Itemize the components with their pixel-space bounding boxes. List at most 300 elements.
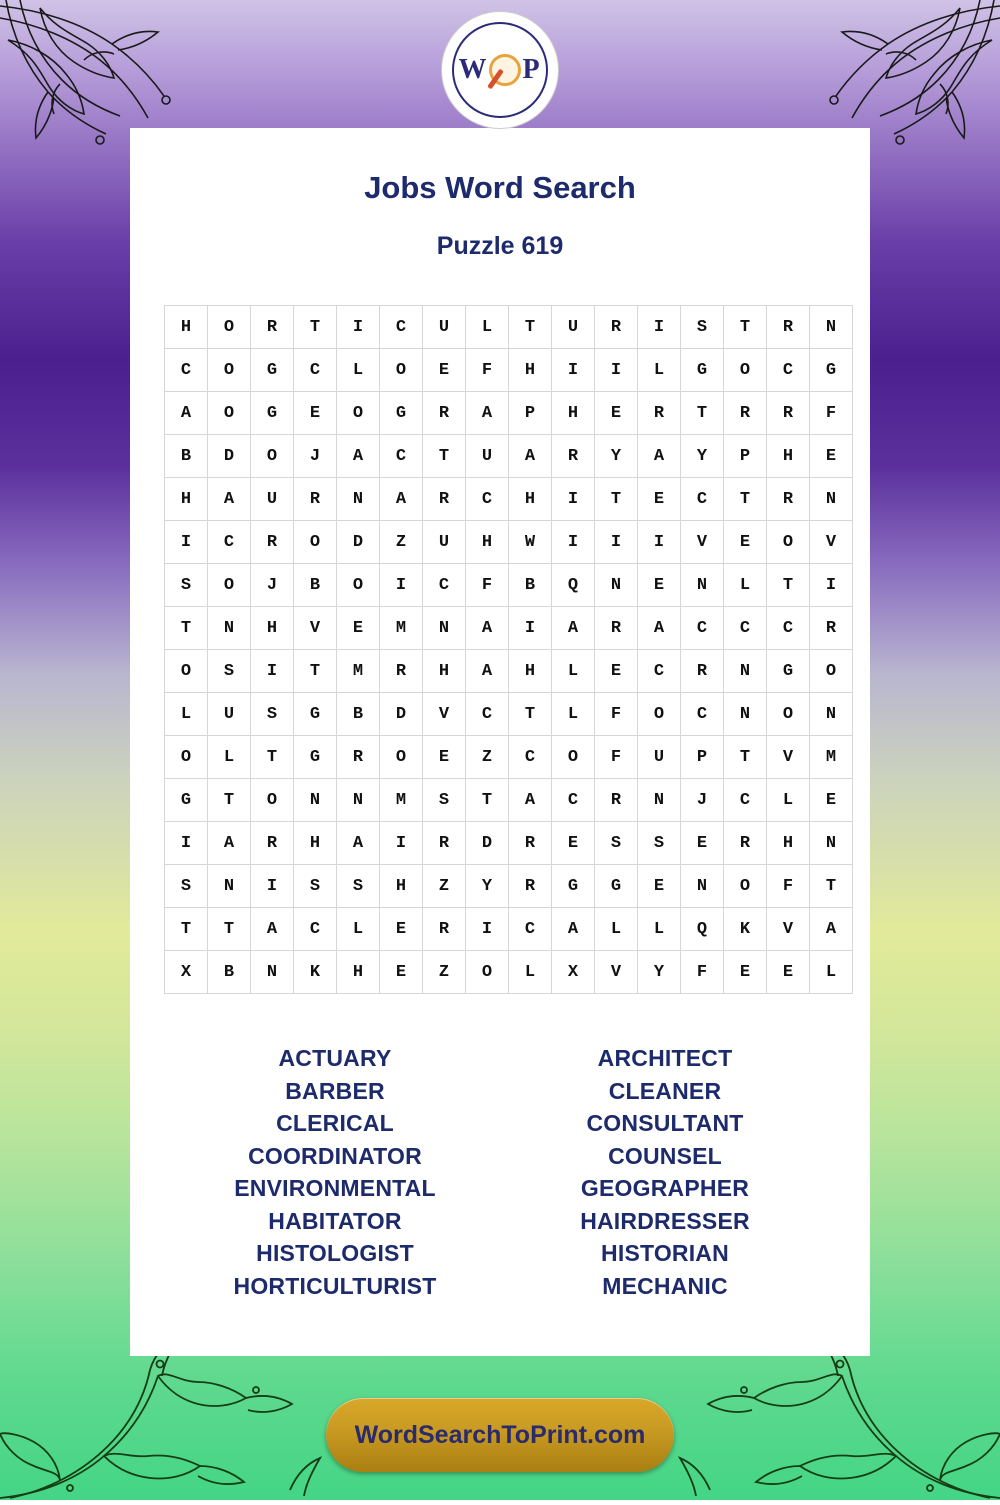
grid-cell[interactable]: A (380, 478, 423, 521)
grid-cell[interactable]: O (810, 650, 853, 693)
grid-cell[interactable]: O (337, 564, 380, 607)
grid-cell[interactable]: O (165, 736, 208, 779)
grid-cell[interactable]: H (466, 521, 509, 564)
grid-cell[interactable]: X (165, 951, 208, 994)
grid-cell[interactable]: I (165, 822, 208, 865)
grid-cell[interactable]: A (165, 392, 208, 435)
grid-cell[interactable]: N (724, 693, 767, 736)
grid-cell[interactable]: E (595, 392, 638, 435)
grid-cell[interactable]: S (165, 564, 208, 607)
grid-cell[interactable]: M (380, 779, 423, 822)
grid-cell[interactable]: A (509, 779, 552, 822)
grid-row (165, 607, 853, 650)
grid-cell[interactable]: A (337, 822, 380, 865)
grid-cell[interactable]: N (251, 951, 294, 994)
grid-cell[interactable]: U (466, 435, 509, 478)
grid-cell[interactable]: E (595, 650, 638, 693)
grid-cell[interactable]: L (165, 693, 208, 736)
grid-cell[interactable]: T (681, 392, 724, 435)
grid-cell[interactable]: S (208, 650, 251, 693)
grid-cell[interactable]: C (509, 736, 552, 779)
page-title: Jobs Word Search (364, 170, 636, 205)
grid-row (165, 822, 853, 865)
grid-cell[interactable]: O (724, 865, 767, 908)
grid-cell[interactable]: I (810, 564, 853, 607)
grid-cell[interactable]: G (251, 392, 294, 435)
grid-cell[interactable]: G (294, 693, 337, 736)
grid-cell[interactable]: C (552, 779, 595, 822)
grid-cell[interactable]: F (466, 349, 509, 392)
grid-cell[interactable]: I (380, 564, 423, 607)
word-list-item: HISTORIAN (601, 1240, 729, 1266)
grid-cell[interactable]: B (337, 693, 380, 736)
grid-cell[interactable]: S (337, 865, 380, 908)
grid-cell[interactable]: V (681, 521, 724, 564)
grid-cell[interactable]: S (681, 306, 724, 349)
grid-cell[interactable]: N (810, 693, 853, 736)
grid-cell[interactable]: T (724, 306, 767, 349)
grid-cell[interactable]: P (724, 435, 767, 478)
grid-cell[interactable]: N (724, 650, 767, 693)
grid-cell[interactable]: V (810, 521, 853, 564)
grid-cell[interactable]: B (165, 435, 208, 478)
grid-row (165, 951, 853, 994)
grid-row (165, 650, 853, 693)
grid-cell[interactable]: R (638, 392, 681, 435)
grid-cell[interactable]: T (767, 564, 810, 607)
grid-cell[interactable]: O (251, 779, 294, 822)
grid-cell[interactable]: T (251, 736, 294, 779)
grid-cell[interactable]: N (810, 306, 853, 349)
grid-cell[interactable]: E (638, 865, 681, 908)
grid-cell[interactable]: A (466, 607, 509, 650)
grid-cell[interactable]: U (208, 693, 251, 736)
word-list-item: HAIRDRESSER (580, 1207, 750, 1234)
grid-cell[interactable]: L (466, 306, 509, 349)
grid-cell[interactable]: O (208, 392, 251, 435)
grid-cell[interactable]: D (466, 822, 509, 865)
grid-cell[interactable]: S (423, 779, 466, 822)
grid-cell[interactable]: K (724, 908, 767, 951)
grid-cell[interactable]: X (552, 951, 595, 994)
grid-cell[interactable]: E (681, 822, 724, 865)
grid-cell[interactable]: G (595, 865, 638, 908)
grid-cell[interactable]: C (681, 693, 724, 736)
grid-cell[interactable]: W (509, 521, 552, 564)
grid-cell[interactable]: I (165, 521, 208, 564)
grid-cell[interactable]: B (294, 564, 337, 607)
grid-cell[interactable]: R (767, 478, 810, 521)
word-list-item: COUNSEL (608, 1142, 722, 1169)
word-list-item: CLERICAL (276, 1110, 394, 1136)
word-list-item: ENVIRONMENTAL (234, 1175, 436, 1201)
grid-cell[interactable]: T (208, 908, 251, 951)
grid-cell[interactable]: A (251, 908, 294, 951)
grid-cell[interactable]: P (681, 736, 724, 779)
grid-cell[interactable]: I (595, 521, 638, 564)
grid-cell[interactable]: L (509, 951, 552, 994)
website-url-label: WordSearchToPrint.com (354, 1420, 646, 1449)
grid-cell[interactable]: R (337, 736, 380, 779)
word-list-item: ACTUARY (278, 1045, 392, 1071)
grid-cell[interactable]: N (638, 779, 681, 822)
grid-cell[interactable]: M (337, 650, 380, 693)
grid-cell[interactable]: V (595, 951, 638, 994)
puzzle-number: Puzzle 619 (436, 232, 564, 260)
grid-cell[interactable]: K (294, 951, 337, 994)
grid-cell[interactable]: O (380, 736, 423, 779)
grid-cell[interactable]: R (509, 865, 552, 908)
grid-cell[interactable]: C (681, 607, 724, 650)
grid-cell[interactable]: C (423, 564, 466, 607)
grid-cell[interactable]: T (509, 306, 552, 349)
grid-cell[interactable]: N (337, 478, 380, 521)
grid-cell[interactable]: N (337, 779, 380, 822)
grid-cell[interactable]: T (423, 435, 466, 478)
grid-cell[interactable]: C (509, 908, 552, 951)
grid-cell[interactable]: O (165, 650, 208, 693)
grid-cell[interactable]: A (638, 607, 681, 650)
grid-cell[interactable]: R (724, 822, 767, 865)
grid-cell[interactable]: S (165, 865, 208, 908)
grid-cell[interactable]: I (638, 521, 681, 564)
grid-cell[interactable]: T (294, 306, 337, 349)
grid-cell[interactable]: H (552, 392, 595, 435)
grid-cell[interactable]: T (165, 908, 208, 951)
grid-cell[interactable]: O (767, 693, 810, 736)
grid-cell[interactable]: C (724, 607, 767, 650)
grid-cell[interactable]: N (810, 822, 853, 865)
grid-cell[interactable]: I (638, 306, 681, 349)
grid-cell[interactable]: C (208, 521, 251, 564)
grid-cell[interactable]: C (638, 650, 681, 693)
word-list-column-right (500, 1042, 830, 1302)
grid-cell[interactable]: G (767, 650, 810, 693)
grid-cell[interactable]: L (337, 908, 380, 951)
word-list-item: HORTICULTURIST (233, 1272, 437, 1299)
grid-cell[interactable]: D (337, 521, 380, 564)
word-list-item: BARBER (285, 1077, 385, 1104)
grid-cell[interactable]: O (294, 521, 337, 564)
grid-cell[interactable]: R (251, 822, 294, 865)
grid-cell[interactable]: N (681, 865, 724, 908)
grid-cell[interactable]: L (810, 951, 853, 994)
grid-cell[interactable]: S (638, 822, 681, 865)
grid-cell[interactable]: L (552, 650, 595, 693)
grid-cell[interactable]: F (681, 951, 724, 994)
grid-cell[interactable]: A (509, 435, 552, 478)
grid-cell[interactable]: H (767, 822, 810, 865)
grid-cell[interactable]: L (638, 349, 681, 392)
grid-cell[interactable]: C (380, 435, 423, 478)
grid-cell[interactable]: P (509, 392, 552, 435)
grid-cell[interactable]: R (724, 392, 767, 435)
grid-cell[interactable]: R (509, 822, 552, 865)
grid-row (165, 779, 853, 822)
grid-cell[interactable]: C (466, 478, 509, 521)
word-list-item: CONSULTANT (586, 1110, 744, 1136)
grid-cell[interactable]: G (681, 349, 724, 392)
grid-cell[interactable]: Y (681, 435, 724, 478)
grid-cell[interactable]: N (423, 607, 466, 650)
grid-cell[interactable]: E (294, 392, 337, 435)
grid-cell[interactable]: F (810, 392, 853, 435)
grid-cell[interactable]: U (552, 306, 595, 349)
grid-cell[interactable]: T (294, 650, 337, 693)
grid-cell[interactable]: H (509, 650, 552, 693)
grid-cell[interactable]: C (767, 607, 810, 650)
grid-cell[interactable]: N (810, 478, 853, 521)
grid-cell[interactable]: O (552, 736, 595, 779)
grid-cell[interactable]: C (294, 908, 337, 951)
website-badge[interactable] (326, 1398, 674, 1472)
grid-cell[interactable]: R (423, 392, 466, 435)
grid-cell[interactable]: E (380, 951, 423, 994)
grid-cell[interactable]: H (767, 435, 810, 478)
grid-cell[interactable]: R (595, 306, 638, 349)
grid-cell[interactable]: O (638, 693, 681, 736)
grid-cell[interactable]: I (595, 349, 638, 392)
grid-cell[interactable]: Z (466, 736, 509, 779)
grid-cell[interactable]: F (595, 736, 638, 779)
logo-letter-w: W (458, 54, 489, 85)
grid-cell[interactable]: A (552, 607, 595, 650)
grid-cell[interactable]: C (165, 349, 208, 392)
grid-cell[interactable]: Y (595, 435, 638, 478)
grid-cell[interactable]: M (380, 607, 423, 650)
grid-cell[interactable]: S (251, 693, 294, 736)
grid-cell[interactable]: S (595, 822, 638, 865)
word-list-item: MECHANIC (602, 1272, 728, 1299)
grid-cell[interactable]: L (724, 564, 767, 607)
grid-cell[interactable]: E (810, 435, 853, 478)
grid-cell[interactable]: T (810, 865, 853, 908)
grid-cell[interactable]: C (767, 349, 810, 392)
grid-cell[interactable]: O (208, 564, 251, 607)
grid-cell[interactable]: E (724, 521, 767, 564)
grid-row (165, 435, 853, 478)
grid-cell[interactable]: G (294, 736, 337, 779)
grid-cell[interactable]: O (466, 951, 509, 994)
grid-cell[interactable]: I (552, 521, 595, 564)
word-list-item: CLEANER (608, 1077, 722, 1104)
grid-cell[interactable]: I (251, 865, 294, 908)
grid-cell[interactable]: R (423, 822, 466, 865)
grid-cell[interactable]: E (810, 779, 853, 822)
grid-cell[interactable]: A (466, 650, 509, 693)
grid-cell[interactable]: A (552, 908, 595, 951)
grid-cell[interactable]: R (251, 521, 294, 564)
grid-cell[interactable]: C (294, 349, 337, 392)
grid-cell[interactable]: I (552, 349, 595, 392)
grid-cell[interactable]: E (724, 951, 767, 994)
grid-cell[interactable]: M (810, 736, 853, 779)
grid-cell[interactable]: N (595, 564, 638, 607)
grid-cell[interactable]: N (208, 607, 251, 650)
grid-cell[interactable]: H (294, 822, 337, 865)
grid-cell[interactable]: R (423, 908, 466, 951)
grid-cell[interactable]: O (724, 349, 767, 392)
grid-cell[interactable]: H (165, 306, 208, 349)
site-logo (442, 12, 558, 128)
grid-cell[interactable]: I (380, 822, 423, 865)
grid-cell[interactable]: C (380, 306, 423, 349)
grid-cell[interactable]: L (337, 349, 380, 392)
grid-cell[interactable]: A (638, 435, 681, 478)
grid-cell[interactable]: H (423, 650, 466, 693)
grid-cell[interactable]: E (638, 564, 681, 607)
grid-row (165, 521, 853, 564)
grid-cell[interactable]: A (208, 822, 251, 865)
grid-row (165, 736, 853, 779)
grid-cell[interactable]: Z (380, 521, 423, 564)
grid-cell[interactable]: C (681, 478, 724, 521)
grid-cell[interactable]: D (208, 435, 251, 478)
grid-cell[interactable]: R (767, 392, 810, 435)
grid-cell[interactable]: T (509, 693, 552, 736)
grid-cell[interactable]: O (208, 349, 251, 392)
word-list (130, 1042, 870, 1302)
grid-cell[interactable]: F (595, 693, 638, 736)
grid-cell[interactable]: U (423, 306, 466, 349)
grid-row (165, 908, 853, 951)
grid-cell[interactable]: E (638, 478, 681, 521)
grid-cell[interactable]: A (810, 908, 853, 951)
logo-letter-p: P (522, 54, 542, 85)
grid-cell[interactable]: A (337, 435, 380, 478)
grid-cell[interactable]: U (638, 736, 681, 779)
grid-cell[interactable]: N (681, 564, 724, 607)
grid-cell[interactable]: V (767, 736, 810, 779)
grid-cell[interactable]: O (251, 435, 294, 478)
grid-cell[interactable]: T (208, 779, 251, 822)
grid-cell[interactable]: R (251, 306, 294, 349)
word-list-item: HABITATOR (268, 1207, 402, 1234)
grid-cell[interactable]: H (251, 607, 294, 650)
grid-cell[interactable]: J (681, 779, 724, 822)
grid-row (165, 349, 853, 392)
grid-cell[interactable]: Q (681, 908, 724, 951)
grid-cell[interactable]: Z (423, 865, 466, 908)
grid-cell[interactable]: F (466, 564, 509, 607)
grid-cell[interactable]: V (423, 693, 466, 736)
grid-cell[interactable]: R (380, 650, 423, 693)
grid-cell[interactable]: F (767, 865, 810, 908)
word-list-column-left (170, 1042, 500, 1302)
grid-row (165, 865, 853, 908)
grid-cell[interactable]: J (294, 435, 337, 478)
grid-cell[interactable]: R (681, 650, 724, 693)
grid-row (165, 693, 853, 736)
grid-cell[interactable]: H (165, 478, 208, 521)
grid-cell[interactable]: R (294, 478, 337, 521)
grid-cell[interactable]: O (208, 306, 251, 349)
grid-cell[interactable]: B (208, 951, 251, 994)
grid-cell[interactable]: Y (638, 951, 681, 994)
grid-cell[interactable]: E (767, 951, 810, 994)
grid-cell[interactable]: Z (423, 951, 466, 994)
grid-cell[interactable]: R (552, 435, 595, 478)
grid-cell[interactable]: O (337, 392, 380, 435)
grid-row (165, 478, 853, 521)
grid-cell[interactable]: I (337, 306, 380, 349)
word-list-item: ARCHITECT (597, 1045, 733, 1071)
grid-cell[interactable]: B (509, 564, 552, 607)
grid-cell[interactable]: E (552, 822, 595, 865)
grid-cell[interactable]: C (724, 779, 767, 822)
grid-cell[interactable]: R (595, 779, 638, 822)
grid-cell[interactable]: E (423, 736, 466, 779)
grid-row (165, 306, 853, 349)
grid-cell[interactable]: G (165, 779, 208, 822)
puzzle-sheet (130, 128, 870, 1356)
grid-cell[interactable]: T (466, 779, 509, 822)
grid-cell[interactable]: S (294, 865, 337, 908)
grid-cell[interactable]: D (380, 693, 423, 736)
grid-cell[interactable]: I (466, 908, 509, 951)
grid-cell[interactable]: H (509, 349, 552, 392)
grid-cell[interactable]: T (724, 478, 767, 521)
grid-cell[interactable]: I (552, 478, 595, 521)
grid-cell[interactable]: H (509, 478, 552, 521)
grid-cell[interactable]: O (767, 521, 810, 564)
grid-cell[interactable]: T (595, 478, 638, 521)
grid-cell[interactable]: L (208, 736, 251, 779)
grid-cell[interactable]: A (466, 392, 509, 435)
grid-cell[interactable]: J (251, 564, 294, 607)
grid-cell[interactable]: L (595, 908, 638, 951)
grid-cell[interactable]: U (251, 478, 294, 521)
grid-cell[interactable]: R (810, 607, 853, 650)
grid-cell[interactable]: L (767, 779, 810, 822)
grid-cell[interactable]: G (810, 349, 853, 392)
grid-cell[interactable]: H (337, 951, 380, 994)
grid-cell[interactable]: T (165, 607, 208, 650)
grid-cell[interactable]: O (380, 349, 423, 392)
grid-cell[interactable]: N (208, 865, 251, 908)
grid-cell[interactable]: E (337, 607, 380, 650)
grid-cell[interactable]: Q (552, 564, 595, 607)
grid-cell[interactable]: H (380, 865, 423, 908)
grid-cell[interactable]: L (552, 693, 595, 736)
grid-cell[interactable]: V (767, 908, 810, 951)
grid-cell[interactable]: R (595, 607, 638, 650)
word-list-item: GEOGRAPHER (580, 1175, 750, 1201)
grid-cell[interactable]: E (423, 349, 466, 392)
word-list-item: COORDINATOR (248, 1142, 422, 1169)
word-search-grid-container (164, 305, 836, 994)
grid-cell[interactable]: I (509, 607, 552, 650)
grid-cell[interactable]: R (767, 306, 810, 349)
grid-cell[interactable]: Y (466, 865, 509, 908)
grid-cell[interactable]: U (423, 521, 466, 564)
grid-cell[interactable]: G (552, 865, 595, 908)
grid-cell[interactable]: V (294, 607, 337, 650)
grid-cell[interactable]: T (724, 736, 767, 779)
grid-cell[interactable]: N (294, 779, 337, 822)
grid-cell[interactable]: C (466, 693, 509, 736)
grid-cell[interactable]: E (380, 908, 423, 951)
grid-cell[interactable]: R (423, 478, 466, 521)
grid-row (165, 392, 853, 435)
grid-cell[interactable]: G (251, 349, 294, 392)
grid-cell[interactable]: I (251, 650, 294, 693)
grid-row (165, 564, 853, 607)
grid-cell[interactable]: L (638, 908, 681, 951)
word-search-grid[interactable] (164, 305, 853, 994)
grid-cell[interactable]: G (380, 392, 423, 435)
grid-cell[interactable]: A (208, 478, 251, 521)
